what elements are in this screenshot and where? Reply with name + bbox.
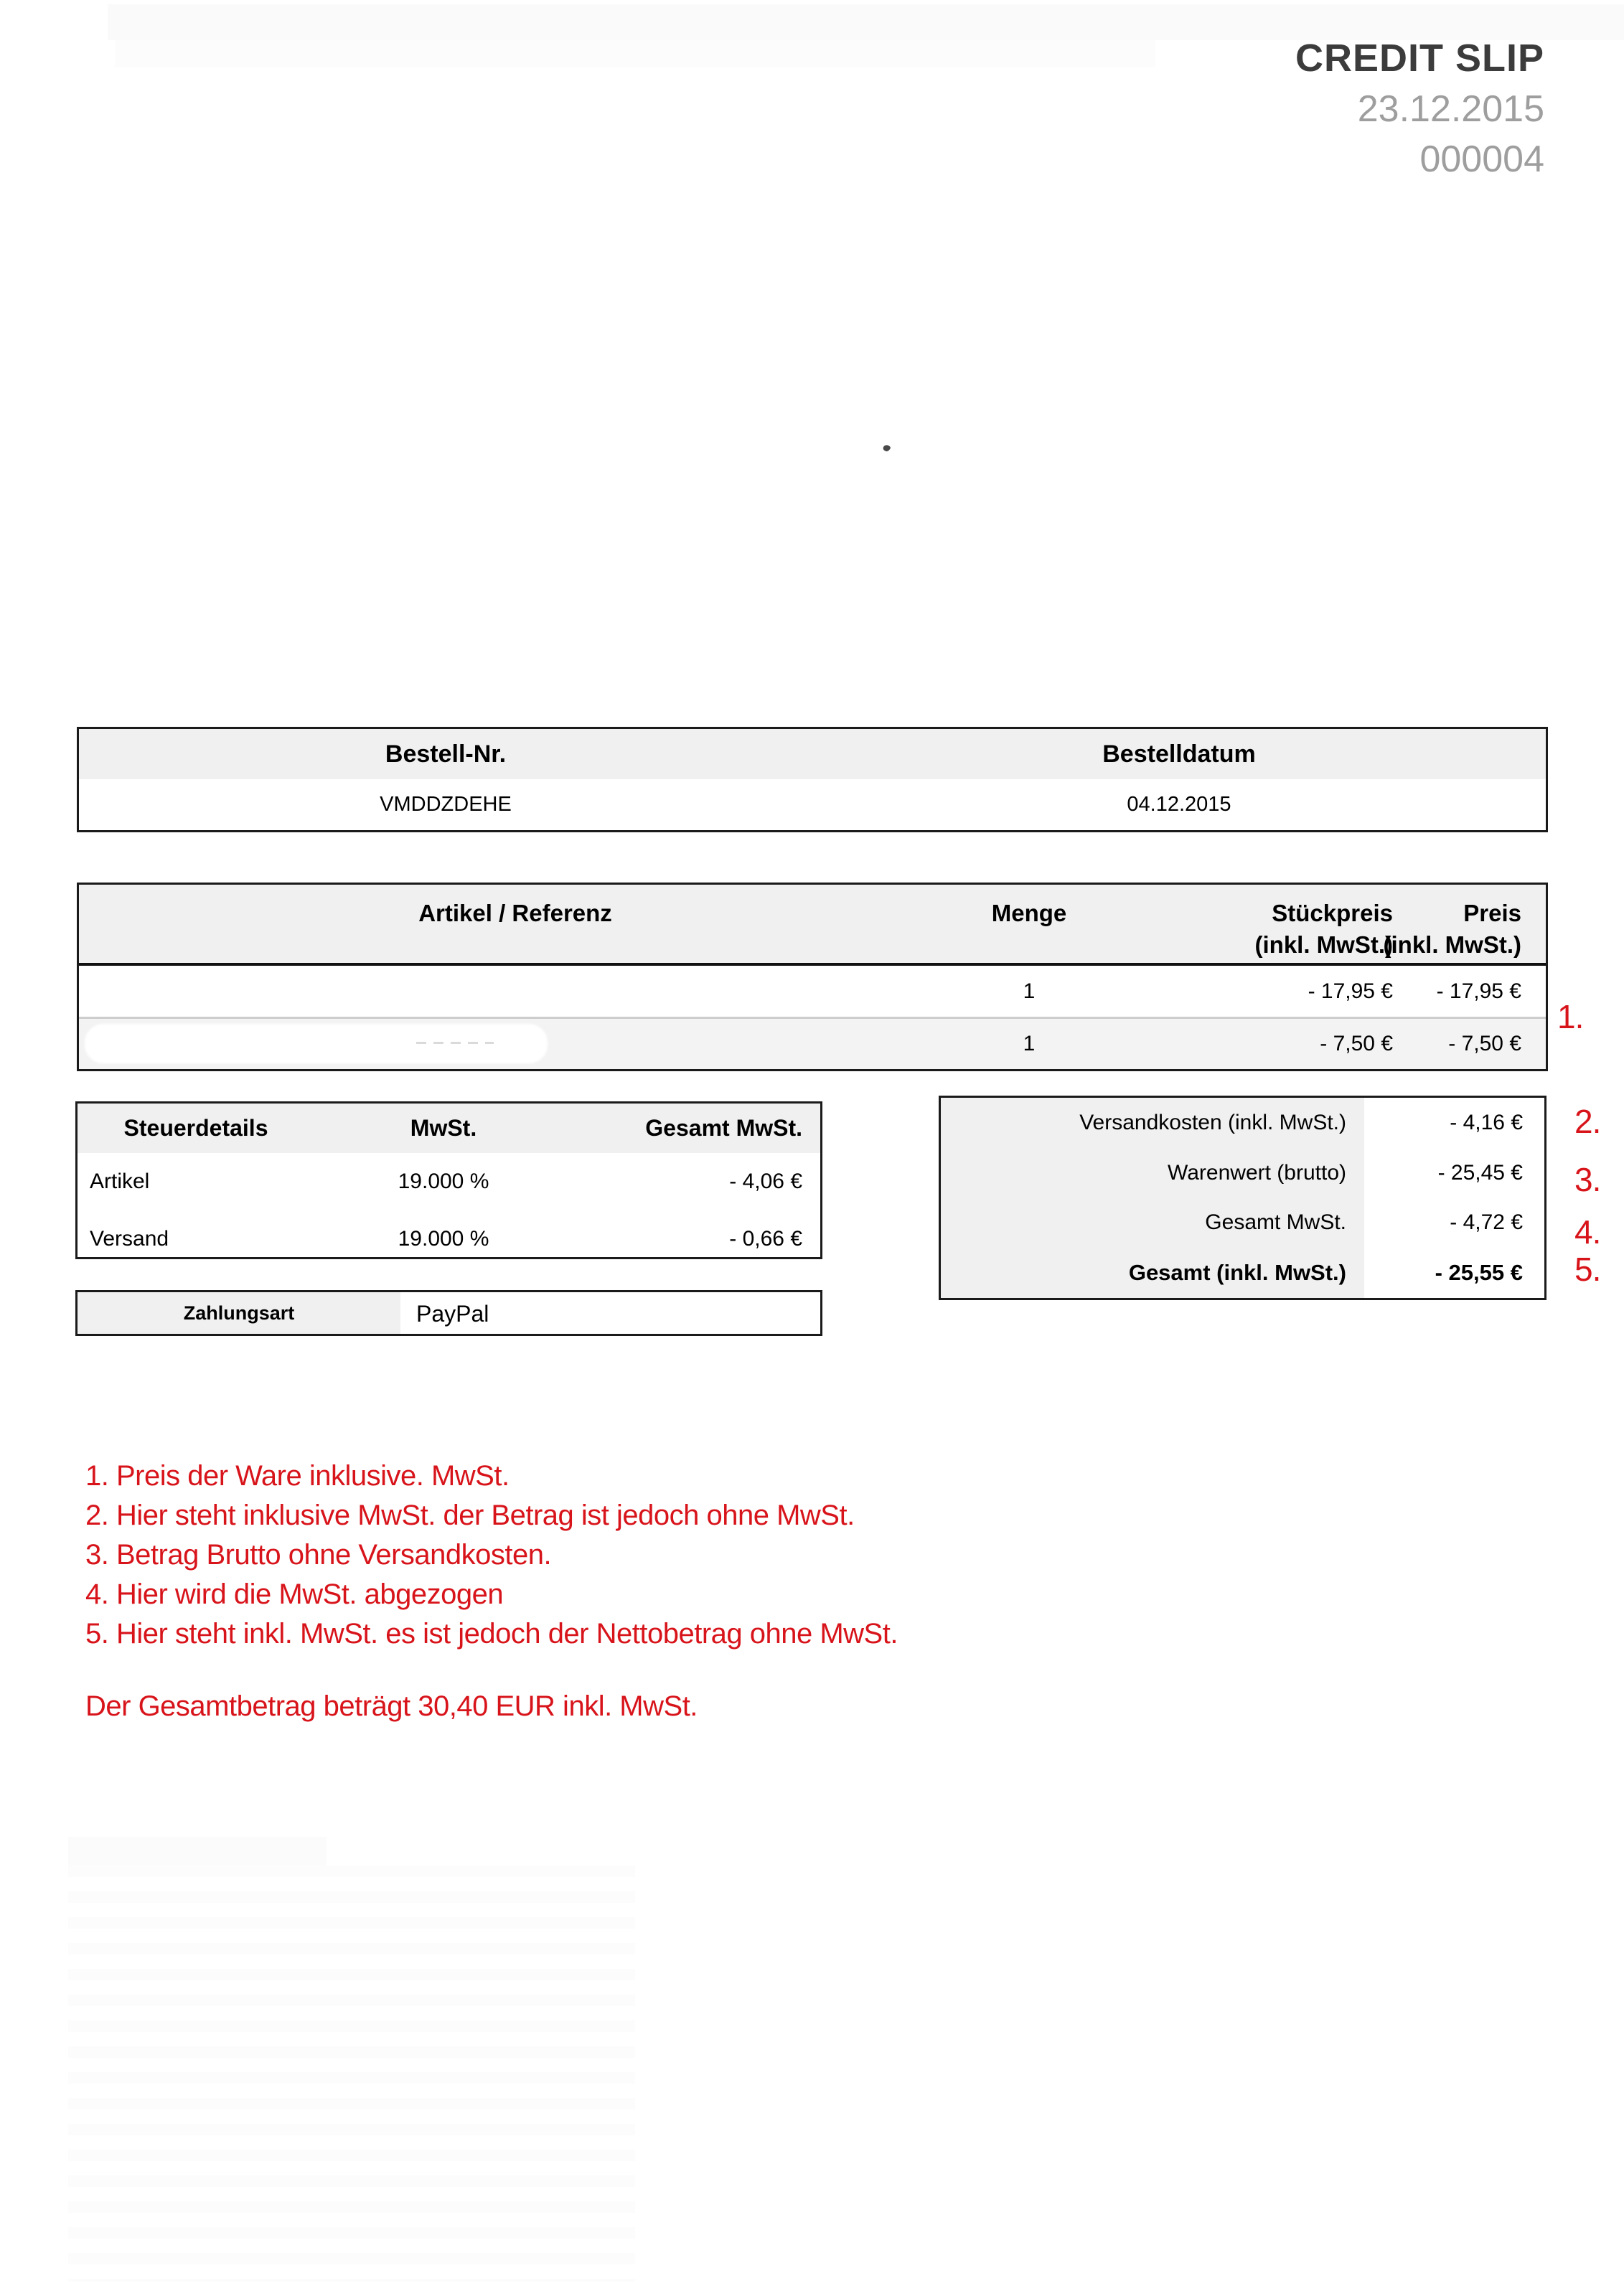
vat-header: MwSt. [410, 1115, 477, 1141]
totals-value: - 25,55 € [1435, 1260, 1523, 1286]
annotation-marker-5: 5. [1574, 1251, 1601, 1288]
totals-value: - 4,16 € [1450, 1110, 1523, 1134]
annotation-note: 5. Hier steht inkl. MwSt. es ist jedoch der Nettobetrag ohne MwSt. [85, 1618, 898, 1650]
items-header-row [79, 885, 1546, 966]
item-price: - 17,95 € [1436, 979, 1521, 1003]
item-row [79, 1019, 1546, 1069]
annotation-note: 1. Preis der Ware inklusive. MwSt. [85, 1460, 510, 1492]
totals-row [941, 1148, 1544, 1198]
tax-row-rate: 19.000 % [398, 1227, 489, 1251]
annotation-summary: Der Gesamtbetrag beträgt 30,40 EUR inkl. MwSt. [85, 1690, 698, 1722]
order-date-header: Bestelldatum [1102, 740, 1256, 768]
item-row [79, 966, 1546, 1017]
order-number-header: Bestell-Nr. [385, 740, 507, 768]
payment-method: PayPal [416, 1301, 489, 1327]
totals-row [941, 1098, 1544, 1148]
totals-box [939, 1096, 1546, 1300]
price-header-line1: Preis [1463, 900, 1521, 926]
tax-row-amount: - 4,06 € [729, 1170, 802, 1193]
tax-row-label: Versand [90, 1227, 169, 1251]
payment-box [75, 1290, 822, 1336]
tax-row [78, 1155, 820, 1208]
order-number-value: VMDDZDEHE [380, 793, 512, 816]
order-date-value: 04.12.2015 [1127, 793, 1231, 816]
totals-value: - 25,45 € [1437, 1160, 1523, 1185]
tax-header-row [78, 1104, 820, 1153]
annotation-note: 4. Hier wird die MwSt. abgezogen [85, 1578, 504, 1610]
item-article [93, 1019, 911, 1069]
redacted-address-area [115, 40, 1155, 67]
order-info-value-row [79, 779, 1546, 830]
order-info-header-row [79, 729, 1546, 779]
annotation-marker-2: 2. [1574, 1103, 1601, 1140]
redacted-logo-area [108, 4, 1624, 40]
totals-value: - 4,72 € [1450, 1210, 1523, 1235]
totals-label: Gesamt (inkl. MwSt.) [1128, 1260, 1346, 1286]
order-info-table [77, 727, 1548, 832]
item-qty: 1 [1023, 1032, 1036, 1055]
tax-table [75, 1101, 822, 1259]
item-qty: 1 [1023, 979, 1036, 1003]
tax-row-amount: - 0,66 € [729, 1227, 802, 1251]
item-unit-price: - 7,50 € [1320, 1032, 1393, 1055]
totals-row-grand-total [941, 1248, 1544, 1298]
payment-label: Zahlungsart [78, 1292, 400, 1334]
ink-dot-artifact [882, 443, 891, 453]
tax-details-header: Steuerdetails [123, 1115, 268, 1141]
article-header: Artikel / Referenz [418, 900, 612, 926]
tax-row [78, 1213, 820, 1265]
qty-header: Menge [991, 900, 1067, 926]
document-date: 23.12.2015 [1357, 88, 1544, 130]
unit-price-header-line1: Stückpreis [1272, 900, 1393, 926]
annotation-marker-3: 3. [1574, 1161, 1601, 1198]
annotation-note: 2. Hier steht inklusive MwSt. der Betrag ist jedoch ohne MwSt. [85, 1500, 855, 1531]
unit-price-header-line2: (inkl. MwSt.) [1254, 931, 1393, 958]
annotation-note: 3. Betrag Brutto ohne Versandkosten. [85, 1539, 552, 1571]
price-header-line2: (inkl. MwSt.) [1383, 931, 1521, 958]
redacted-footer-text [68, 1866, 635, 2282]
items-table [77, 883, 1548, 1071]
totals-label: Warenwert (brutto) [1168, 1160, 1346, 1185]
totals-label: Versandkosten (inkl. MwSt.) [1079, 1110, 1346, 1134]
total-vat-header: Gesamt MwSt. [645, 1115, 802, 1141]
totals-row [941, 1198, 1544, 1248]
annotation-marker-1: 1. [1557, 998, 1584, 1035]
totals-label: Gesamt MwSt. [1205, 1210, 1346, 1235]
item-unit-price: - 17,95 € [1308, 979, 1393, 1003]
document-title: CREDIT SLIP [1295, 37, 1544, 80]
tax-row-label: Artikel [90, 1170, 150, 1193]
item-price: - 7,50 € [1448, 1032, 1521, 1055]
document-number: 000004 [1419, 138, 1544, 180]
item-article [93, 966, 911, 1017]
redacted-footer-text [68, 1837, 327, 1866]
annotation-marker-4: 4. [1574, 1213, 1601, 1251]
annotation-notes-list [85, 1457, 1162, 1654]
tax-row-rate: 19.000 % [398, 1170, 489, 1193]
